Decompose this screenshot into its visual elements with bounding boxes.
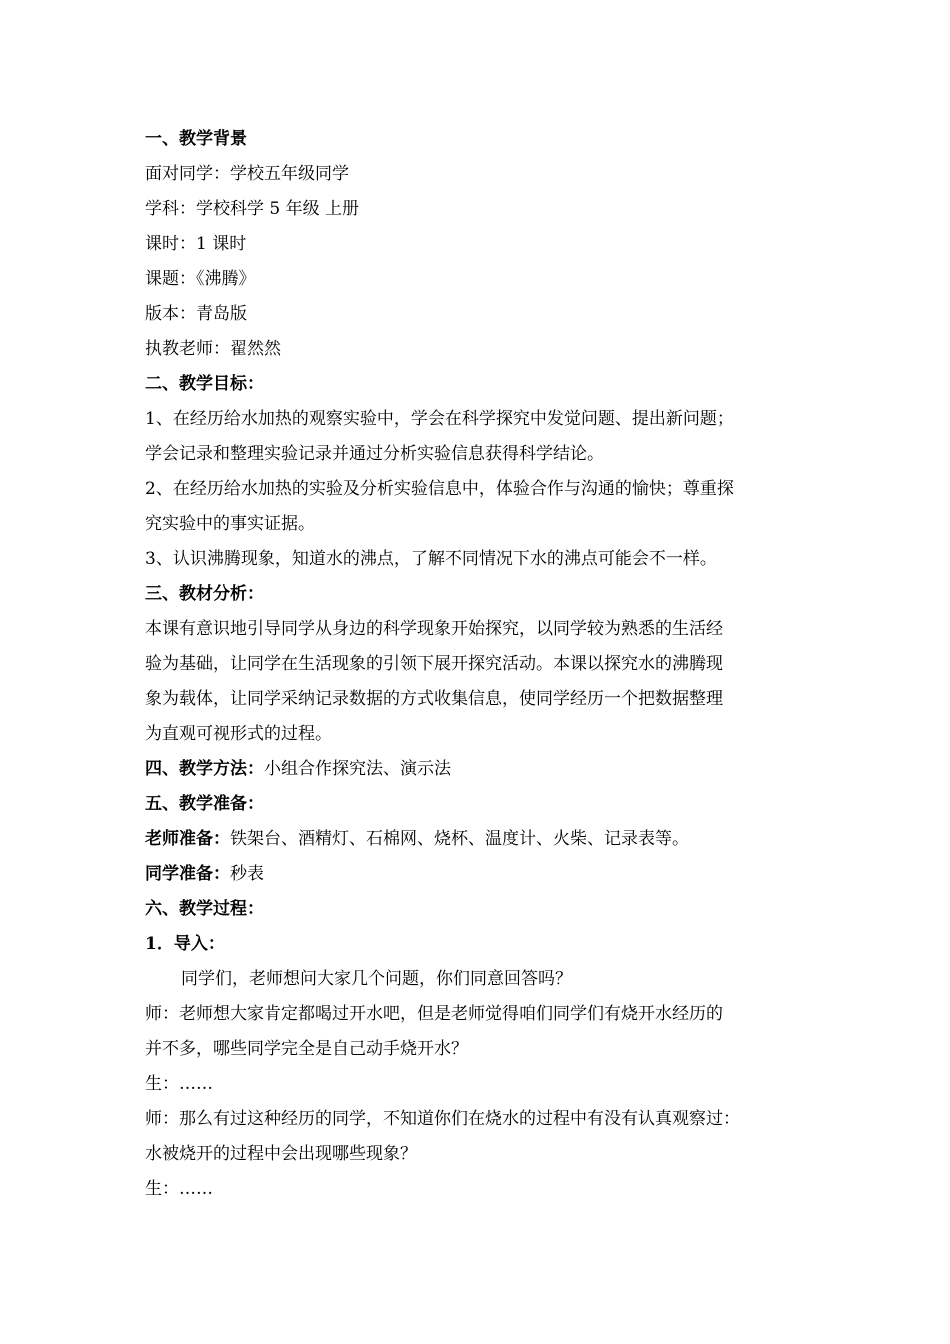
section-heading: 三、教材分析： xyxy=(145,584,264,604)
labeled-line xyxy=(145,822,835,857)
paragraph-line: 并不多，哪些同学完全是自己动手烧开水？ xyxy=(145,1039,468,1059)
document-body xyxy=(145,122,835,1207)
paragraph-line: 水被烧开的过程中会出现哪些现象？ xyxy=(145,1144,417,1164)
line-label: 老师准备： xyxy=(145,829,230,849)
paragraph-line: 师：那么有过这种经历的同学，不知道你们在烧水的过程中有没有认真观察过： xyxy=(145,1109,740,1129)
section-heading: 一、教学背景 xyxy=(145,129,247,149)
paragraph-line: 同学们，老师想问大家几个问题，你们同意回答吗？ xyxy=(181,969,572,989)
section-heading: 五、教学准备： xyxy=(145,794,264,814)
line-text: 秒表 xyxy=(230,864,264,884)
line-label: 同学准备： xyxy=(145,864,230,884)
section-heading: 二、教学目标： xyxy=(145,374,264,394)
paragraph-line: 课题：《沸腾》 xyxy=(145,269,256,289)
paragraph-line: 象为载体，让同学采纳记录数据的方式收集信息，使同学经历一个把数据整理 xyxy=(145,689,723,709)
paragraph-line: 面对同学：学校五年级同学 xyxy=(145,164,349,184)
line-text: 铁架台、酒精灯、石棉网、烧杯、温度计、火柴、记录表等。 xyxy=(230,829,689,849)
paragraph-line: 生：…… xyxy=(145,1179,213,1199)
paragraph-line: 验为基础，让同学在生活现象的引领下展开探究活动。本课以探究水的沸腾现 xyxy=(145,654,723,674)
paragraph-line: 3、认识沸腾现象，知道水的沸点，了解不同情况下水的沸点可能会不一样。 xyxy=(145,549,717,569)
paragraph-line: 版本：青岛版 xyxy=(145,304,247,324)
paragraph-line: 生：…… xyxy=(145,1074,213,1094)
paragraph-line: 执教老师：翟然然 xyxy=(145,339,281,359)
paragraph-line: 究实验中的事实证据。 xyxy=(145,514,315,534)
section-heading: 1．导入： xyxy=(145,934,225,954)
paragraph-line: 学会记录和整理实验记录并通过分析实验信息获得科学结论。 xyxy=(145,444,604,464)
paragraph-line: 2、在经历给水加热的实验及分析实验信息中，体验合作与沟通的愉快；尊重探 xyxy=(145,479,734,499)
section-heading: 六、教学过程： xyxy=(145,899,264,919)
paragraph-line: 本课有意识地引导同学从身边的科学现象开始探究，以同学较为熟悉的生活经 xyxy=(145,619,723,639)
line-label: 四、教学方法： xyxy=(145,759,264,779)
paragraph-line: 课时：1 课时 xyxy=(145,234,247,254)
paragraph-line: 为直观可视形式的过程。 xyxy=(145,724,332,744)
paragraph-line: 1、在经历给水加热的观察实验中，学会在科学探究中发觉问题、提出新问题； xyxy=(145,409,734,429)
paragraph-line: 师：老师想大家肯定都喝过开水吧，但是老师觉得咱们同学们有烧开水经历的 xyxy=(145,1004,723,1024)
line-text: 小组合作探究法、演示法 xyxy=(264,759,451,779)
paragraph-line: 学科：学校科学 5 年级 上册 xyxy=(145,199,360,219)
labeled-line xyxy=(145,857,835,892)
labeled-line xyxy=(145,752,835,787)
